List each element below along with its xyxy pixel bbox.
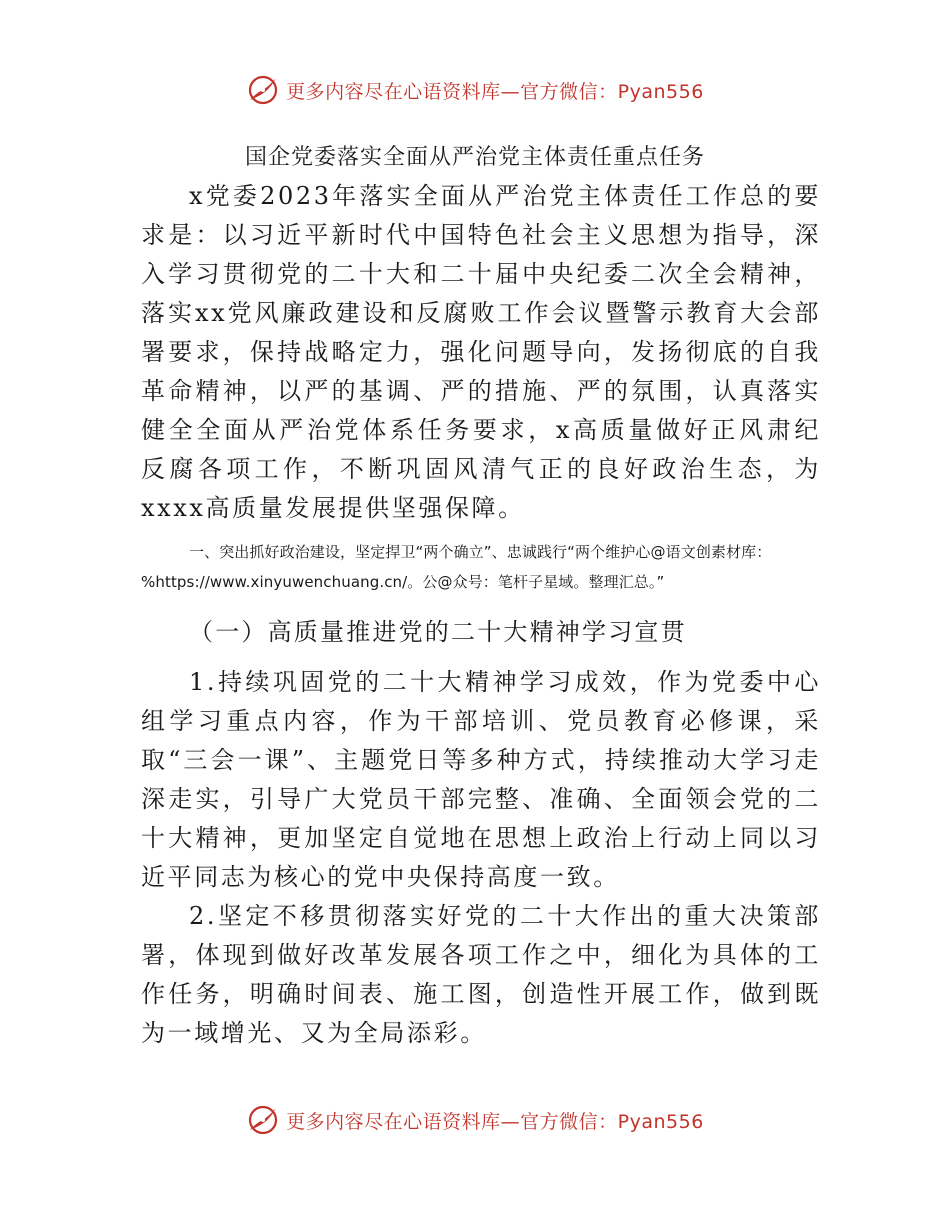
item-1-paragraph: 1.持续巩固党的二十大精神学习成效，作为党委中心组学习重点内容，作为干部培训、党员教育必修课，采取“三会一课”、主题党日等多种方式，持续推动大学习走深走实，引导广大党员干部完整、准确、全面领会党的二十大精神，更加坚定自觉地在思想上政治上行动上同以习近平同志为核心的党中央保持高度一致。	[141, 668, 821, 891]
document-title: 国企党委落实全面从严治党主体责任重点任务	[244, 145, 705, 170]
watermark-text: 更多内容尽在心语资料库—官方微信：Pyan556	[286, 1110, 704, 1133]
pen-logo-icon	[246, 73, 280, 107]
watermark-banner-top	[0, 70, 950, 110]
watermark-banner-bottom	[0, 1100, 950, 1140]
pen-logo-icon	[246, 1103, 280, 1137]
intro-paragraph: x党委2023年落实全面从严治党主体责任工作总的要求是：以习近平新时代中国特色社会主义思想为指导，深入学习贯彻党的二十大和二十届中央纪委二次全会精神，落实xx党风廉政建设和反腐败工作会议暨警示教育大会部署要求，保持战略定力，强化问题导向，发扬彻底的自我革命精神，以严的基调、严的措施、严的氛围，认真落实健全全面从严治党体系任务要求，x高质量做好正风肃纪反腐各项工作，不断巩固风清气正的良好政治生态，为xxxx高质量发展提供坚强保障。	[141, 182, 821, 522]
section-one-heading: 一、突出抓好政治建设，坚定捍卫“两个确立”、忠诚践行“两个维护心@语文创素材库：%https://www.xinyuwenchuang.cn/。公@众号：笔杆子星域。整理汇总。”	[141, 543, 772, 591]
watermark-text: 更多内容尽在心语资料库—官方微信：Pyan556	[286, 80, 704, 103]
item-2-paragraph: 2.坚定不移贯彻落实好党的二十大作出的重大决策部署，体现到做好改革发展各项工作之中，细化为具体的工作任务，明确时间表、施工图，创造性开展工作，做到既为一域增光、又为全局添彩。	[141, 902, 821, 1047]
subsection-heading: （一）高质量推进党的二十大精神学习宣贯	[189, 618, 687, 646]
